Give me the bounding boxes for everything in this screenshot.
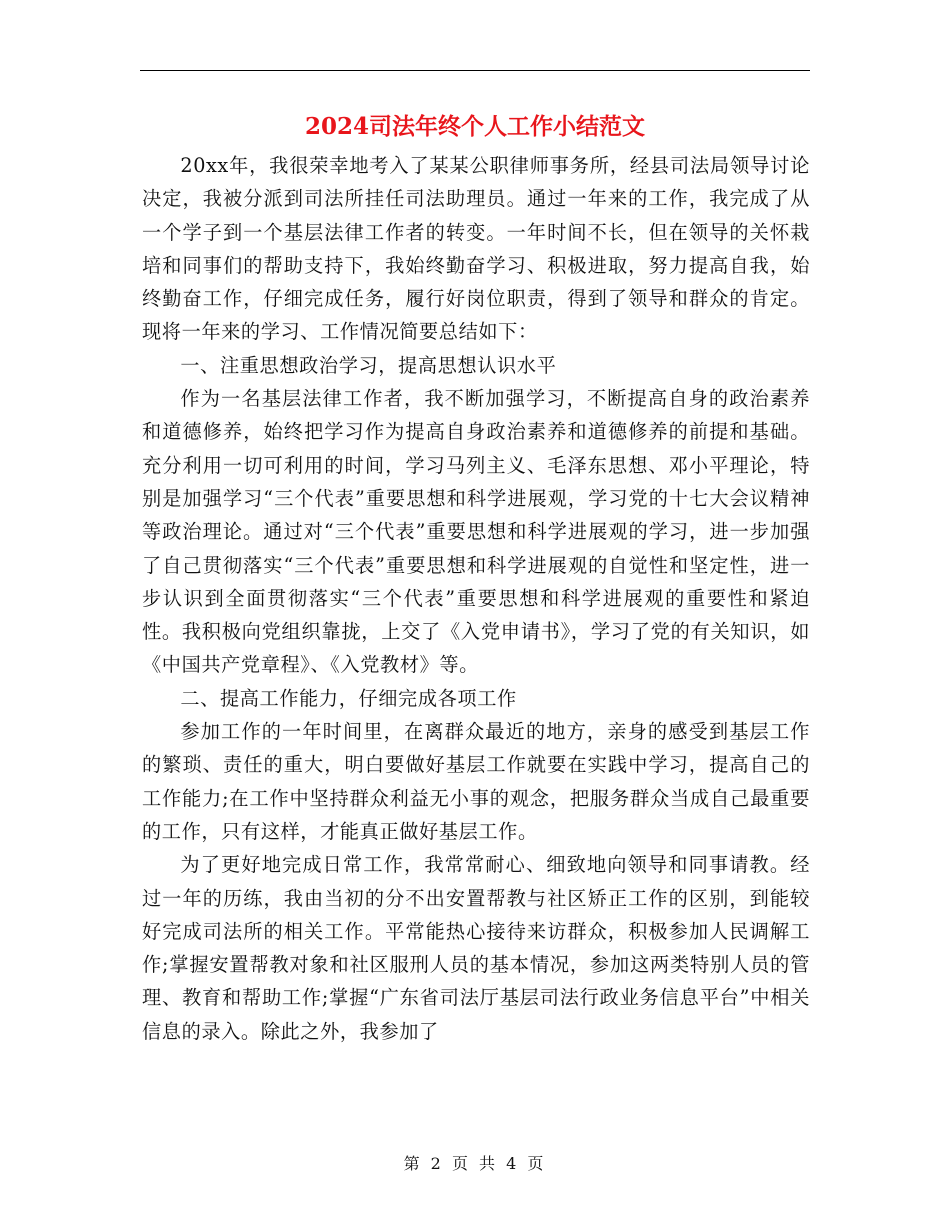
section-heading-2: 二、提高工作能力，仔细完成各项工作 (180, 686, 517, 710)
section-1-paragraph: 作为一名基层法律工作者，我不断加强学习，不断提高自身的政治素养和道德修养，始终把学习作为提高自身政治素养和道德修养的前提和基础。充分利用一切可利用的时间，学习马列主义、毛泽东思想、邓小平理论，特别是加强学习“三个代表”重要思想和科学进展观，学习党的十七大会议精神等政治理论。通过对“三个代表”重要思想和科学进展观的学习，进一步加强了自己贯彻落实“三个代表”重要思想和科学进展观的自觉性和坚定性，进一步认识到全面贯彻落实“三个代表”重要思想和科学进展观的重要性和紧迫性。我积极向党组织靠拢，上交了《入党申请书》，学习了党的有关知识，如《中国共产党章程》、《入党教材》等。 (142, 387, 810, 677)
document-title: 2024司法年终个人工作小结范文 (304, 113, 645, 140)
intro-paragraph: 20xx年，我很荣幸地考入了某某公职律师事务所，经县司法局领导讨论决定，我被分派到司法所挂任司法助理员。通过一年来的工作，我完成了从一个学子到一个基层法律工作者的转变。一年时间不长，但在领导的关怀栽培和同事们的帮助支持下，我始终勤奋学习、积极进取，努力提高自我，始终勤奋工作，仔细完成任务，履行好岗位职责，得到了领导和群众的肯定。现将一年来的学习、工作情况简要总结如下： (142, 154, 810, 344)
header-rule (140, 70, 810, 71)
page-number-footer: 第 2 页 共 4 页 (403, 1154, 547, 1173)
section-2-paragraph-1: 参加工作的一年时间里，在离群众最近的地方，亲身的感受到基层工作的繁琐、责任的重大，明白要做好基层工作就要在实践中学习，提高自己的工作能力;在工作中坚持群众利益无小事的观念，把服务群众当成自己最重要的工作，只有这样，才能真正做好基层工作。 (142, 720, 810, 843)
document-body (142, 149, 810, 1048)
section-heading-1: 一、注重思想政治学习，提高思想认识水平 (180, 353, 557, 377)
section-2-paragraph-2: 为了更好地完成日常工作，我常常耐心、细致地向领导和同事请教。经过一年的历练，我由当初的分不出安置帮教与社区矫正工作的区别，到能较好完成司法所的相关工作。平常能热心接待来访群众，积极参加人民调解工作;掌握安置帮教对象和社区服刑人员的基本情况，参加这两类特别人员的管理、教育和帮助工作;掌握“广东省司法厅基层司法行政业务信息平台”中相关信息的录入。除此之外，我参加了 (142, 853, 810, 1043)
